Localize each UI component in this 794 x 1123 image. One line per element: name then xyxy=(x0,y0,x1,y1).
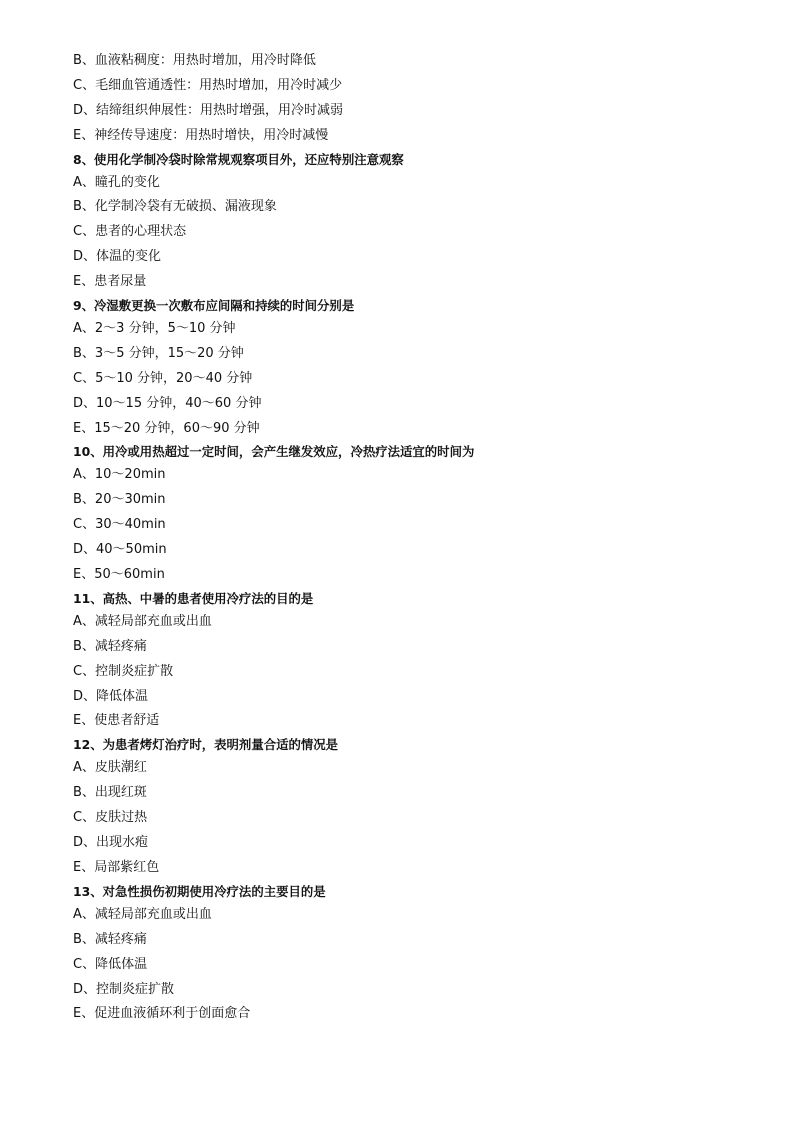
answer-option: B、20～30min xyxy=(73,492,166,508)
answer-option: E、使患者舒适 xyxy=(73,713,160,729)
answer-option: D、40～50min xyxy=(73,542,167,558)
answer-option: B、血液粘稠度：用热时增加，用冷时降低 xyxy=(73,53,316,68)
question-text: 12、为患者烤灯治疗时，表明剂量合适的情况是 xyxy=(73,737,339,753)
answer-option: C、控制炎症扩散 xyxy=(73,663,174,679)
answer-option: A、10～20min xyxy=(73,467,166,483)
answer-option: B、减轻疼痛 xyxy=(73,638,147,654)
answer-option: B、减轻疼痛 xyxy=(73,931,147,947)
answer-option: D、降低体温 xyxy=(73,688,149,704)
answer-option: D、10～15 分钟，40～60 分钟 xyxy=(73,395,262,411)
answer-option: D、体温的变化 xyxy=(73,249,162,265)
answer-option: E、局部紫红色 xyxy=(73,859,160,875)
answer-option: D、控制炎症扩散 xyxy=(73,981,175,997)
answer-option: C、毛细血管通透性：用热时增加，用冷时减少 xyxy=(73,77,343,93)
document-page xyxy=(73,49,753,1027)
question-text: 9、冷湿敷更换一次敷布应间隔和持续的时间分别是 xyxy=(73,298,355,314)
answer-option: C、降低体温 xyxy=(73,956,148,972)
answer-option: A、减轻局部充血或出血 xyxy=(73,613,212,629)
answer-option: E、患者尿量 xyxy=(73,274,147,290)
answer-option: E、50～60min xyxy=(73,567,165,583)
answer-option: C、5～10 分钟，20～40 分钟 xyxy=(73,370,253,386)
question-text: 13、对急性损伤初期使用冷疗法的主要目的是 xyxy=(73,883,326,899)
answer-option: D、出现水疱 xyxy=(73,835,149,851)
answer-option: B、出现红斑 xyxy=(73,785,147,801)
answer-option: A、皮肤潮红 xyxy=(73,760,147,776)
answer-option: A、减轻局部充血或出血 xyxy=(73,906,212,922)
answer-option: C、30～40min xyxy=(73,517,166,533)
answer-option: E、神经传导速度：用热时增快，用冷时减慢 xyxy=(73,127,329,143)
answer-option: B、化学制冷袋有无破损、漏液现象 xyxy=(73,199,277,215)
answer-option: B、3～5 分钟，15～20 分钟 xyxy=(73,345,244,361)
answer-option: A、2～3 分钟，5～10 分钟 xyxy=(73,321,236,337)
answer-option: D、结缔组织伸展性：用热时增强，用冷时减弱 xyxy=(73,102,344,118)
question-text: 8、使用化学制冷袋时除常规观察项目外，还应特别注意观察 xyxy=(73,151,404,167)
question-text: 10、用冷或用热超过一定时间，会产生继发效应，冷热疗法适宜的时间为 xyxy=(73,444,475,460)
answer-option: C、患者的心理状态 xyxy=(73,224,187,240)
answer-option: E、促进血液循环利于创面愈合 xyxy=(73,1006,251,1022)
answer-option: E、15～20 分钟，60～90 分钟 xyxy=(73,420,260,436)
answer-option: C、皮肤过热 xyxy=(73,810,148,826)
question-text: 11、高热、中暑的患者使用冷疗法的目的是 xyxy=(73,590,314,606)
answer-option: A、瞳孔的变化 xyxy=(73,174,160,190)
